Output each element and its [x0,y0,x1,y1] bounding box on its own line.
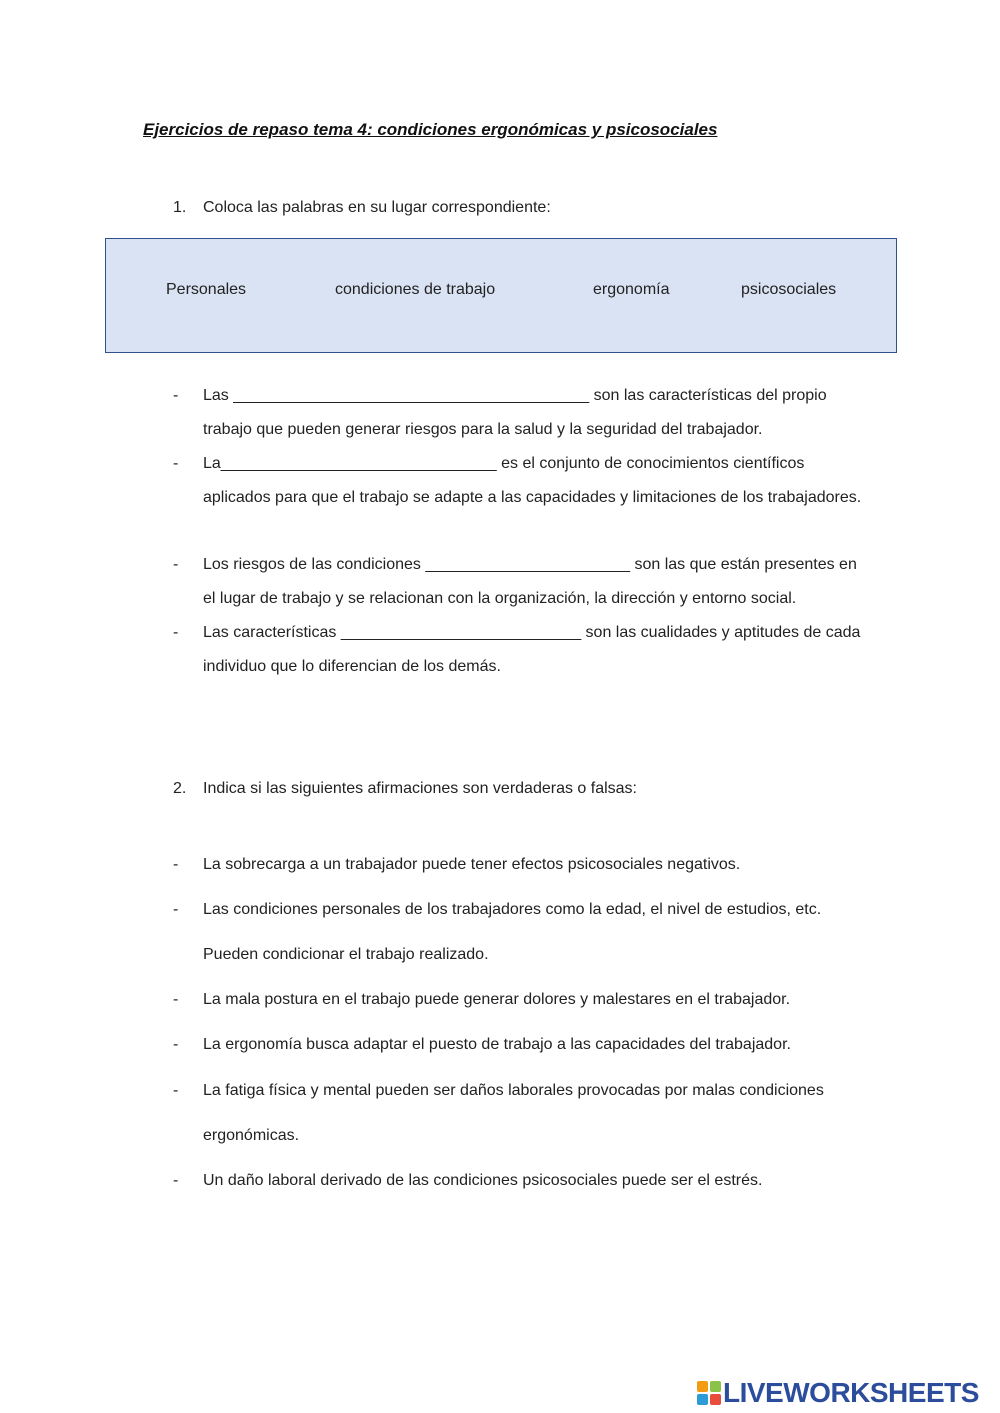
question-1-text: Coloca las palabras en su lugar correspondiente: [203,199,551,216]
true-false-item[interactable] [173,887,863,977]
fill-in-item [173,379,863,447]
blank-input[interactable]: _______________________________ [220,455,497,472]
statement-text: La sobrecarga a un trabajador puede tener efectos psicosociales negativos. [203,856,741,873]
true-false-item[interactable] [173,1022,863,1067]
item-text-after: es el conjunto de conocimientos científicos aplicados para que el trabajo se adapte a las capacidades y limitaciones de los trabajadores. [203,455,862,506]
statement-text: Un daño laboral derivado de las condiciones psicosociales puede ser el estrés. [203,1172,763,1189]
item-text-before: Los riesgos de las condiciones [203,556,426,573]
bullet-dash: - [173,856,179,873]
word-bank-item[interactable]: psicosociales [741,281,837,298]
item-text-after: son las características del propio trabajo que pueden generar riesgos para la salud y la seguridad del trabajador. [203,387,827,438]
page-title: Ejercicios de repaso tema 4: condiciones ergonómicas y psicosociales [143,120,718,139]
bullet-dash: - [173,991,179,1008]
question-1-number: 1. [173,199,187,216]
true-false-item[interactable] [173,1068,863,1158]
statement-text: La fatiga física y mental pueden ser daños laborales provocadas por malas condiciones ergonómicas. [203,1082,824,1144]
word-bank [105,238,897,353]
word-bank-item[interactable]: condiciones de trabajo [335,281,496,298]
bullet-dash: - [173,455,179,472]
fill-in-item [173,616,863,684]
bullet-dash: - [173,624,179,641]
item-text-before: Las [203,387,234,404]
question-2-text: Indica si las siguientes afirmaciones son verdaderas o falsas: [203,780,637,797]
item-text-after: son las cualidades y aptitudes de cada individuo que lo diferencian de los demás. [203,624,861,675]
question-2-number: 2. [173,780,187,797]
statement-text: La ergonomía busca adaptar el puesto de trabajo a las capacidades del trabajador. [203,1036,791,1053]
blank-input[interactable]: ________________________________________ [233,387,590,404]
item-text-after: son las que están presentes en el lugar de trabajo y se relacionan con la organización, la dirección y entorno social. [203,556,857,607]
blank-input[interactable]: ___________________________ [340,624,582,641]
fill-in-item [173,447,863,515]
bullet-dash: - [173,1172,179,1189]
item-text-before: Las características [203,624,341,641]
liveworksheets-logo-icon [697,1381,721,1405]
bullet-dash: - [173,1082,179,1099]
word-bank-item[interactable]: Personales [166,281,247,298]
bullet-dash: - [173,1036,179,1053]
true-false-item[interactable] [173,1158,863,1203]
true-false-item[interactable] [173,977,863,1022]
bullet-dash: - [173,387,179,404]
item-text-before: La [203,455,221,472]
bullet-dash: - [173,901,179,918]
blank-input[interactable]: _______________________ [425,556,631,573]
bullet-dash: - [173,556,179,573]
fill-in-item [173,548,863,616]
question-2-heading [173,780,637,798]
word-bank-item[interactable]: ergonomía [593,281,670,298]
liveworksheets-logo [697,1376,979,1410]
question-1-heading [173,199,551,217]
statement-text: La mala postura en el trabajo puede generar dolores y malestares en el trabajador. [203,991,791,1008]
true-false-item[interactable] [173,842,863,887]
statement-text: Las condiciones personales de los trabajadores como la edad, el nivel de estudios, etc. Pueden condicionar el trabajo realizado. [203,901,822,963]
liveworksheets-logo-text: LIVEWORKSHEETS [723,1377,979,1408]
